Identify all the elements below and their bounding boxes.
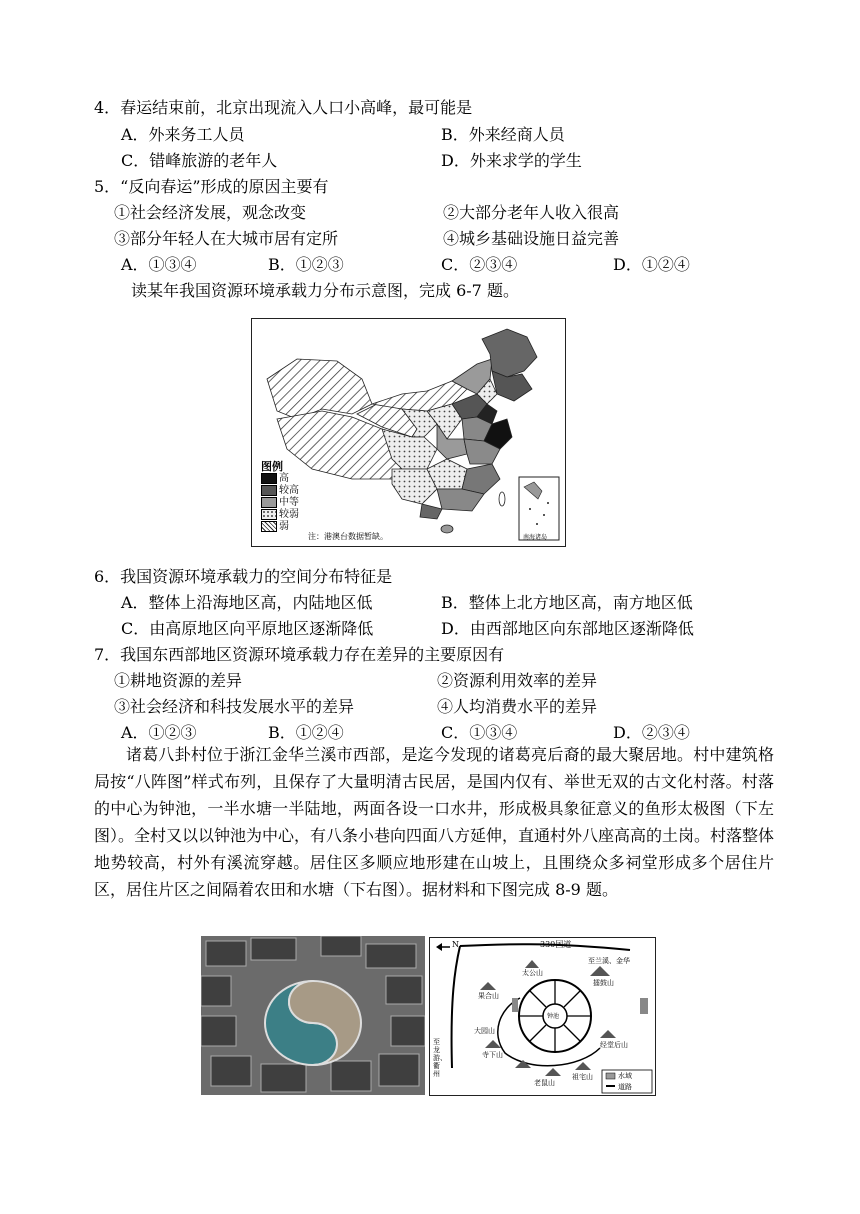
- q6-option-a: A．整体上沿海地区高，内陆地区低: [121, 593, 373, 612]
- q6-stem: 6．我国资源环境承载力的空间分布特征是: [94, 567, 393, 586]
- legend-item-medium: 中等: [261, 497, 299, 509]
- hill-label-zuzhai: 祖宅山: [572, 1073, 593, 1081]
- q7-option-d: D．②③④: [613, 723, 690, 742]
- hill-label-dayuan: 大园山: [474, 1027, 495, 1035]
- legend-item-fairly-weak: 较弱: [261, 509, 299, 521]
- q7-option-c: C．①③④: [441, 723, 518, 742]
- q6-option-d: D．由西部地区向东部地区逐渐降低: [441, 619, 694, 638]
- legend-item-fairly-high: 较高: [261, 485, 299, 497]
- q5-option-c: C．②③④: [441, 255, 518, 274]
- to-longyou-label: 至龙游、衢州: [433, 1038, 447, 1078]
- q7-statement-2: ②资源利用效率的差异: [437, 671, 598, 690]
- q7-statement-1: ①耕地资源的差异: [114, 671, 243, 690]
- map-legend: [261, 461, 299, 533]
- q5-option-a: A．①③④: [121, 255, 197, 274]
- hill-label-taigong: 太公山: [522, 969, 543, 977]
- legend-item-high: 高: [261, 473, 299, 485]
- q5-statement-2: ②大部分老年人收入很高: [443, 203, 620, 222]
- to-lanxi-label: 至兰溪、金华: [588, 957, 630, 965]
- intro-6-7: 读某年我国资源环境承载力分布示意图，完成 6-7 题。: [131, 281, 519, 300]
- zhong-pond-label: 钟池: [547, 1013, 560, 1020]
- map-note: 注：港澳台数据暂缺。: [308, 532, 388, 541]
- q6-option-c: C．由高原地区向平原地区逐渐降低: [121, 619, 374, 638]
- q4-option-b: B．外来经商人员: [441, 125, 565, 144]
- q4-option-a: A．外来务工人员: [121, 125, 245, 144]
- hill-label-sixia: 寺下山: [482, 1051, 503, 1059]
- hill-label-jingtang: 经堂后山: [600, 1041, 628, 1049]
- china-carrying-capacity-map: [251, 318, 566, 547]
- north-label: N: [452, 940, 459, 949]
- hill-label-laoshu: 老鼠山: [534, 1079, 555, 1087]
- passage-8-9: 诸葛八卦村位于浙江金华兰溪市西部，是迄今发现的诸葛亮后裔的最大聚居地。村中建筑格局按“八阵图”样式布列，且保存了大量明清古民居，是国内仅有、举世无双的古文化村落。村落的中心为钟池，一半水塘一半陆地，两面各设一口水井，形成极具象征意义的鱼形太极图（下左图）。全村又以以钟池为中心，有八条小巷向四面八方延伸，直通村外八座高高的土岗。村落整体地势较高，村外有溪流穿越。居住区多顺应地形建在山坡上，且围绕众多祠堂形成多个居住片区，居住片区之间隔着农田和水塘（下右图）。据材料和下图完成 8-9 题。: [94, 745, 775, 899]
- q5-stem: 5．“反向春运”形成的原因主要有: [94, 177, 329, 196]
- q7-option-b: B．①②④: [268, 723, 344, 742]
- q4-option-d: D．外来求学的学生: [441, 151, 582, 170]
- q4-option-c: C．错峰旅游的老年人: [121, 151, 278, 170]
- q6-option-b: B．整体上北方地区高，南方地区低: [441, 593, 693, 612]
- q7-statement-4: ④人均消费水平的差异: [437, 697, 598, 716]
- zhong-pond-aerial-photo: [201, 936, 425, 1095]
- q7-statement-3: ③社会经济和科技发展水平的差异: [114, 697, 355, 716]
- hill-label-guohe: 果合山: [478, 992, 499, 1000]
- q5-statement-1: ①社会经济发展，观念改变: [114, 203, 307, 222]
- legend-item-weak: 弱: [261, 521, 299, 533]
- q5-statement-4: ④城乡基础设施日益完善: [443, 229, 620, 248]
- village-layout-map: [429, 937, 656, 1096]
- q7-stem: 7．我国东西部地区资源环境承载力存在差异的主要原因有: [94, 645, 505, 664]
- legend-water: 水域: [618, 1072, 632, 1080]
- road-330-label: 330国道: [540, 940, 572, 949]
- hill-label-leigu: 擂鼓山: [593, 979, 614, 987]
- inset-label: 南海诸岛: [523, 534, 548, 541]
- q5-option-b: B．①②③: [268, 255, 344, 274]
- legend-title: 图例: [261, 460, 283, 473]
- q5-statement-3: ③部分年轻人在大城市居有定所: [114, 229, 339, 248]
- legend-road: 道路: [618, 1083, 632, 1091]
- q4-stem: 4．春运结束前，北京出现流入人口小高峰，最可能是: [94, 98, 473, 117]
- q7-option-a: A．①②③: [121, 723, 197, 742]
- q5-option-d: D．①②④: [613, 255, 690, 274]
